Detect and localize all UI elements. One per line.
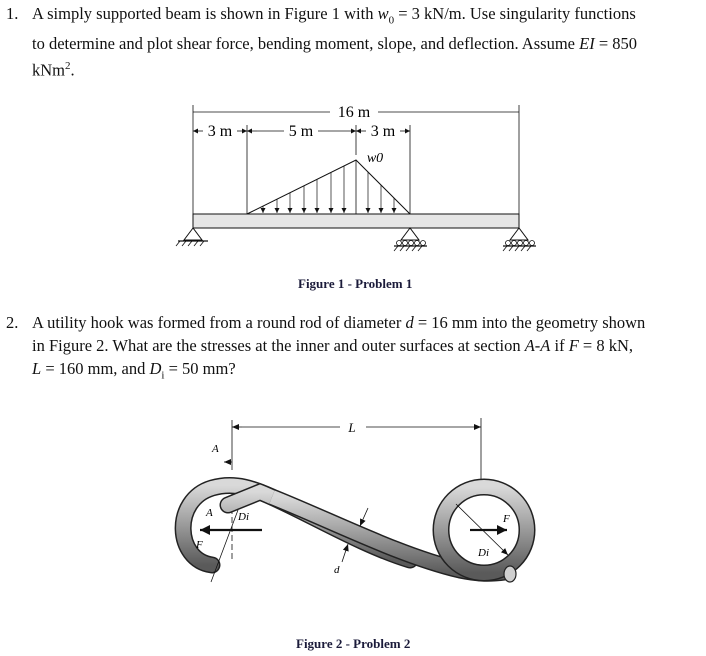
problem-1-text: [32, 2, 704, 82]
ei-symbol: EI: [579, 34, 595, 54]
problem-1-line-1: [32, 2, 704, 32]
section-a-top-label: A: [212, 443, 219, 455]
problem-1-line-2-text: to determine and plot shear force, bending moment, slope, and deflection. Assume: [32, 34, 580, 54]
d-label: d: [334, 564, 340, 576]
dimension-L: [232, 418, 481, 495]
w-symbol: w: [377, 4, 389, 23]
beam: [193, 214, 519, 228]
problem-2: [0, 311, 706, 383]
problem-1-line-1-text-a: A simply supported beam is shown in Figure 1 with: [32, 4, 378, 23]
problem-2-line-2: [32, 334, 704, 357]
pin-support: [176, 228, 208, 246]
problem-2-line-1-text-b: = 16 mm into the geometry shown: [413, 313, 646, 332]
problem-2-line-1-text-a: A utility hook was formed from a round rod of diameter: [32, 313, 406, 332]
w-subscript: 0: [388, 14, 395, 27]
triangular-distributed-load: [247, 160, 410, 214]
force-left-label: F: [196, 539, 203, 551]
di-left-dimension: [211, 510, 238, 582]
problem-1-line-3: [32, 55, 704, 82]
problem-1-number: 1.: [6, 4, 19, 23]
l-symbol: L: [32, 359, 42, 378]
problem-2-line-3: [32, 357, 704, 387]
roller-support-right: [503, 228, 536, 251]
d-symbol: d: [405, 313, 414, 332]
figure-2-caption: Figure 2 - Problem 2: [296, 636, 411, 651]
problem-1-period: .: [70, 60, 75, 80]
L-label: L: [348, 420, 356, 435]
force-right-label: F: [503, 513, 510, 525]
ei-unit: kNm: [32, 60, 65, 80]
ei-value: = 850: [594, 34, 637, 54]
f-symbol: F: [568, 336, 579, 355]
problem-2-text: [32, 311, 704, 387]
total-span-label: 16 m: [337, 104, 371, 121]
problem-1: [0, 2, 706, 80]
problem-1-line-1-text-b: = 3 kN/m. Use singularity functions: [394, 4, 636, 23]
d-arrow-bottom: [342, 544, 348, 562]
section-a-mid-label: A: [206, 507, 213, 519]
roller-support-middle: [394, 228, 427, 251]
problem-2-line-3-text-a: = 160 mm, and: [41, 359, 150, 378]
problem-2-line-2-text-b: if: [550, 336, 569, 355]
problem-1-line-2: [32, 32, 704, 55]
di-subscript: i: [161, 369, 165, 382]
problem-2-number: 2.: [6, 313, 19, 332]
di-right-label: Di: [478, 547, 489, 559]
load-intensity-label: w0: [366, 151, 384, 166]
figure-2-hook-diagram: [0, 405, 706, 635]
problem-2-line-3-text-b: = 50 mm?: [164, 359, 236, 378]
problem-2-line-2-text-c: = 8 kN,: [578, 336, 634, 355]
hook-rod: [183, 485, 527, 582]
problem-2-line-1: [32, 311, 704, 334]
di-symbol: D: [149, 359, 162, 378]
segment-3-label: 3 m: [370, 123, 396, 140]
section-label: A-A: [524, 336, 551, 355]
segment-2-label: 5 m: [288, 123, 314, 140]
di-left-label: Di: [238, 511, 249, 523]
d-arrow-top: [360, 508, 368, 526]
ei-unit-exponent: 2: [65, 60, 71, 73]
figure-1-caption: Figure 1 - Problem 1: [298, 276, 413, 291]
segment-1-label: 3 m: [207, 123, 233, 140]
problem-2-line-2-text-a: in Figure 2. What are the stresses at the inner and outer surfaces at section: [32, 336, 525, 355]
dimension-total-span: [193, 104, 519, 121]
dimension-segments: [193, 123, 410, 140]
